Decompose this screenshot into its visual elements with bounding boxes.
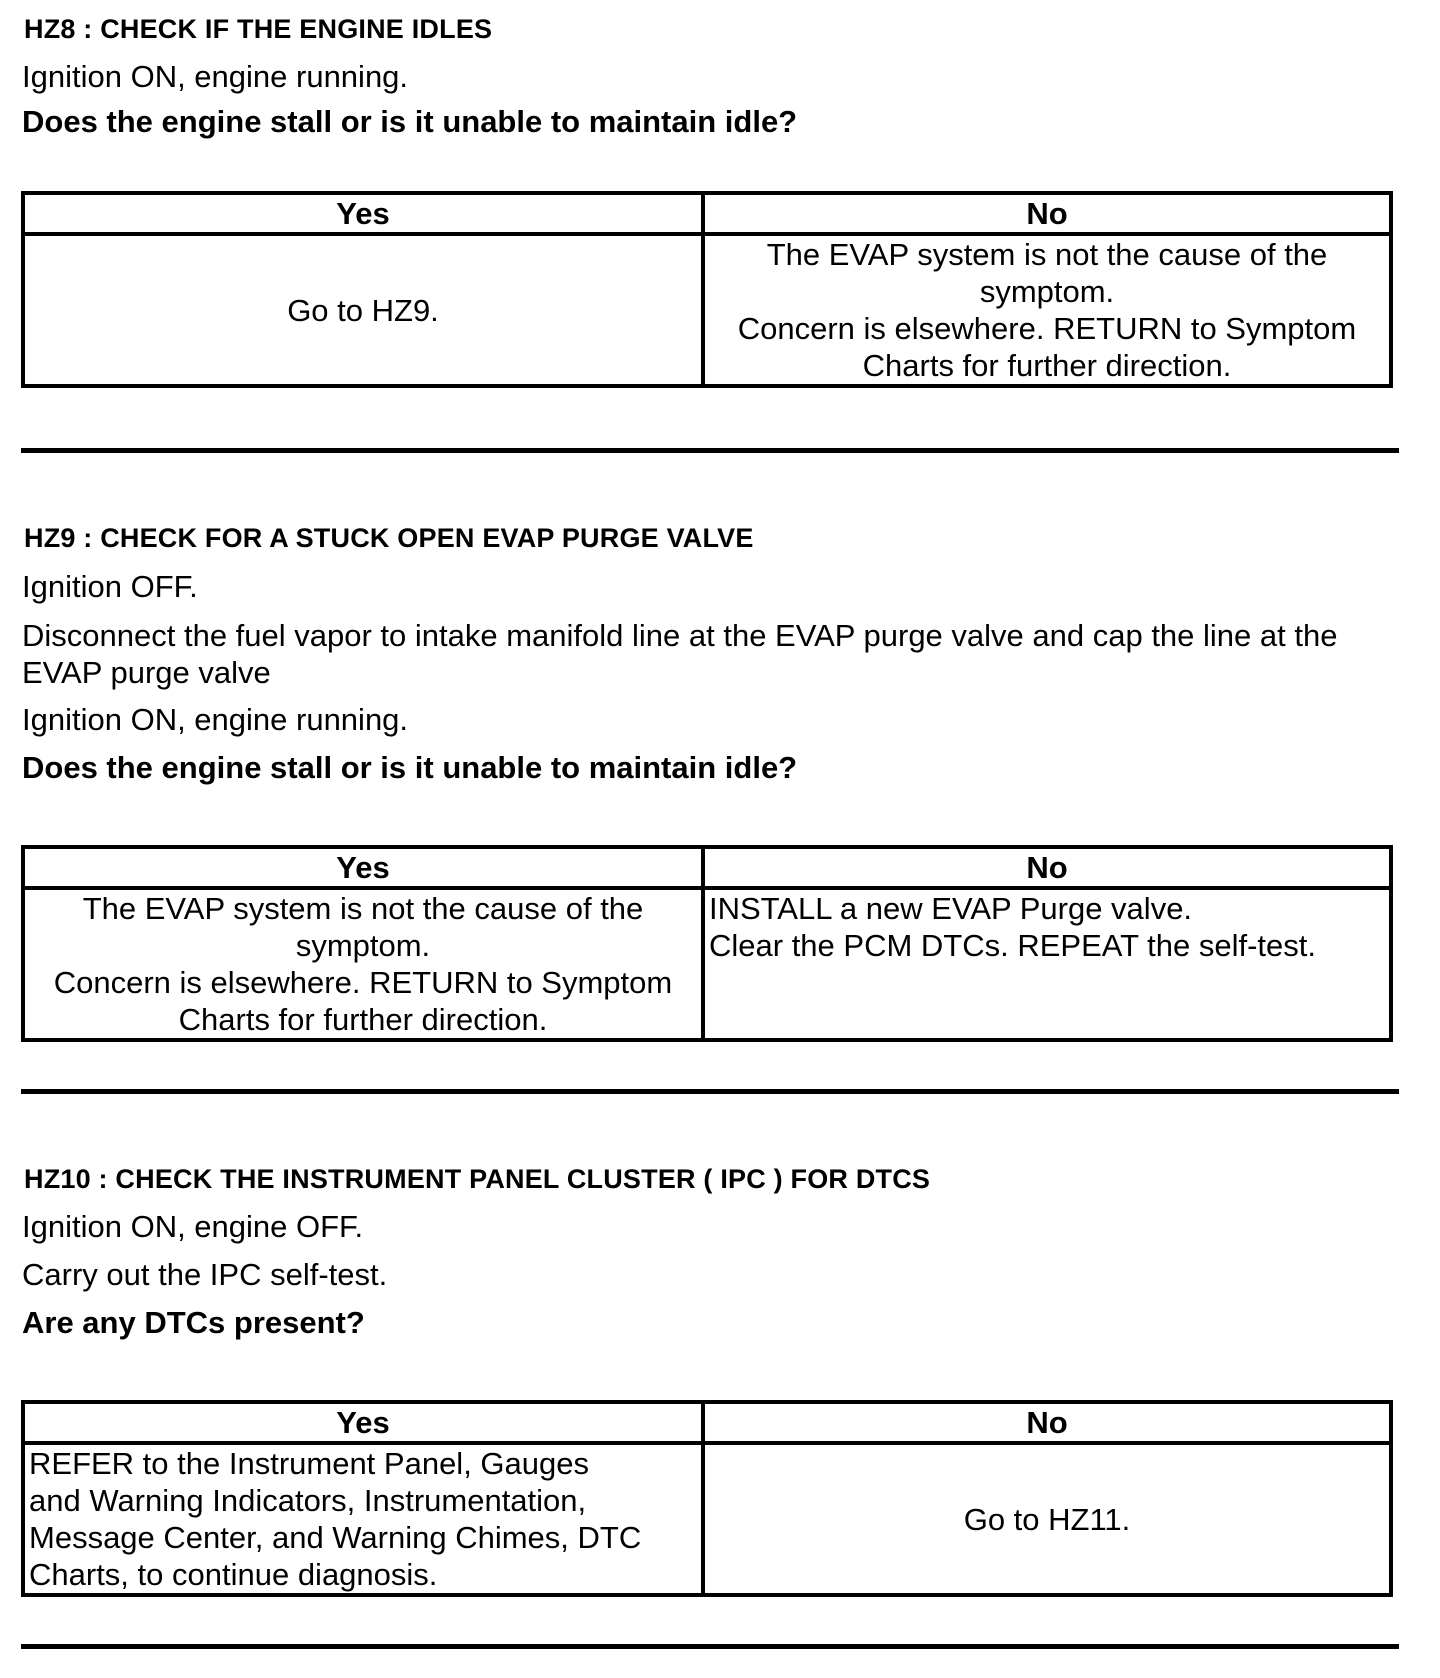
yes-line: Message Center, and Warning Chimes, DTC	[29, 1520, 642, 1555]
question-text: Does the engine stall or is it unable to maintain idle?	[22, 750, 798, 785]
no-cell	[703, 888, 1391, 1040]
question-text: Are any DTCs present?	[22, 1305, 365, 1340]
question-text: Does the engine stall or is it unable to maintain idle?	[22, 104, 798, 139]
yes-cell	[23, 234, 703, 386]
no-cell	[703, 1443, 1391, 1595]
decision-table-hz9	[21, 845, 1393, 1042]
no-line: INSTALL a new EVAP Purge valve.	[709, 891, 1193, 926]
step-text: Disconnect the fuel vapor to intake manifold line at the EVAP purge valve and cap the line at the EVAP purge valve	[22, 618, 1338, 690]
decision-table-hz8	[21, 191, 1393, 388]
step-text: Ignition ON, engine OFF.	[22, 1209, 364, 1244]
yes-line: The EVAP system is not the cause of the	[82, 891, 644, 926]
no-cell	[703, 234, 1391, 386]
step-text: Carry out the IPC self-test.	[22, 1257, 388, 1292]
section-heading-hz10: HZ10 : CHECK THE INSTRUMENT PANEL CLUSTER ( IPC ) FOR DTCS	[24, 1164, 931, 1194]
yes-line: Charts for further direction.	[178, 1002, 548, 1037]
decision-table-hz10	[21, 1400, 1393, 1597]
yes-line: and Warning Indicators, Instrumentation,	[29, 1483, 587, 1518]
yes-cell	[23, 888, 703, 1040]
no-line: Concern is elsewhere. RETURN to Symptom	[737, 311, 1357, 346]
step-text: Ignition ON, engine running.	[22, 59, 409, 94]
no-header: No	[703, 847, 1391, 888]
section-heading-hz8: HZ8 : CHECK IF THE ENGINE IDLES	[24, 14, 493, 44]
no-line: The EVAP system is not the cause of the	[766, 237, 1328, 272]
no-line: Clear the PCM DTCs. REPEAT the self-test.	[709, 928, 1316, 963]
yes-line: REFER to the Instrument Panel, Gauges	[29, 1446, 589, 1481]
yes-cell	[23, 1443, 703, 1595]
yes-line: symptom.	[295, 928, 431, 963]
yes-header: Yes	[23, 847, 703, 888]
yes-line: Concern is elsewhere. RETURN to Symptom	[53, 965, 673, 1000]
yes-line: Charts, to continue diagnosis.	[29, 1557, 438, 1592]
section-divider	[21, 1089, 1399, 1094]
no-line: Charts for further direction.	[862, 348, 1232, 383]
no-header: No	[703, 193, 1391, 234]
step-text: Ignition OFF.	[22, 569, 198, 604]
step-text: Ignition ON, engine running.	[22, 702, 409, 737]
no-line: symptom.	[979, 274, 1115, 309]
section-heading-hz9: HZ9 : CHECK FOR A STUCK OPEN EVAP PURGE VALVE	[24, 523, 754, 553]
no-header: No	[703, 1402, 1391, 1443]
section-divider	[21, 448, 1399, 453]
yes-line: Go to HZ9.	[287, 292, 439, 328]
section-divider	[21, 1644, 1399, 1649]
no-line: Go to HZ11.	[963, 1501, 1131, 1537]
yes-header: Yes	[23, 1402, 703, 1443]
yes-header: Yes	[23, 193, 703, 234]
